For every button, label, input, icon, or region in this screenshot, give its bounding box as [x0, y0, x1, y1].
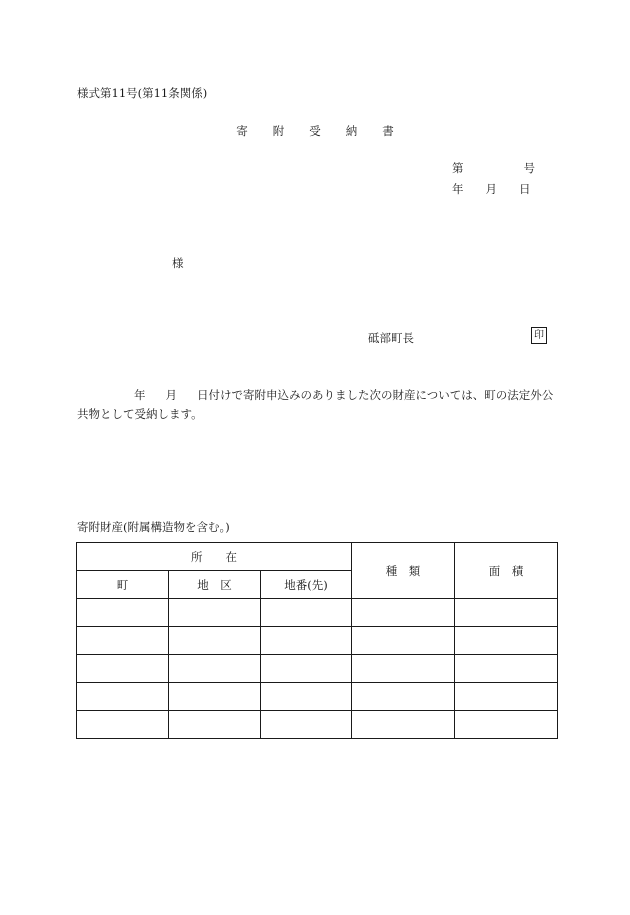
title-char: 受	[309, 124, 321, 138]
table-cell	[169, 711, 261, 739]
table-row	[77, 711, 558, 739]
table-cell	[77, 627, 169, 655]
type-header: 種 類	[352, 543, 455, 599]
body-text: 日付けで寄附申込みのありました次の財産については、町の法定外公共物として受納します。	[77, 388, 554, 421]
table-cell	[77, 711, 169, 739]
table-row	[77, 655, 558, 683]
body-month: 月	[165, 388, 177, 402]
recipient-suffix: 様	[172, 256, 184, 270]
issuer-name: 砥部町長	[368, 331, 414, 345]
location-header: 所 在	[77, 543, 352, 571]
table-row	[77, 599, 558, 627]
table-cell	[169, 599, 261, 627]
table-cell	[352, 599, 455, 627]
table-cell	[352, 627, 455, 655]
table-cell	[352, 711, 455, 739]
table-cell	[455, 655, 558, 683]
table-row	[77, 683, 558, 711]
table-cell	[261, 599, 352, 627]
town-header: 町	[77, 571, 169, 599]
table-cell	[455, 711, 558, 739]
body-year: 年	[134, 388, 146, 402]
table-cell	[455, 683, 558, 711]
title-char: 寄	[236, 124, 248, 138]
table-cell	[261, 711, 352, 739]
table-cell	[352, 655, 455, 683]
date-day: 日	[519, 182, 531, 196]
table-cell	[455, 627, 558, 655]
table-cell	[352, 683, 455, 711]
table-caption: 寄附財産(附属構造物を含む。)	[77, 520, 230, 534]
table-cell	[77, 683, 169, 711]
number-prefix: 第	[452, 161, 464, 175]
table-cell	[169, 683, 261, 711]
table-cell	[261, 627, 352, 655]
seal-mark: 印	[531, 327, 547, 344]
table-cell	[169, 627, 261, 655]
table-cell	[261, 683, 352, 711]
title-char: 納	[345, 124, 358, 138]
date-year: 年	[452, 182, 464, 196]
title-char: 附	[272, 124, 285, 138]
document-title	[0, 123, 630, 139]
lot-number-header: 地番(先)	[261, 571, 352, 599]
area-header: 面 積	[455, 543, 558, 599]
table-cell	[169, 655, 261, 683]
district-header: 地 区	[169, 571, 261, 599]
table-cell	[77, 655, 169, 683]
issue-date-line	[452, 181, 531, 197]
document-number-line	[452, 160, 535, 176]
table-cell	[77, 599, 169, 627]
property-table	[76, 542, 558, 739]
table-cell	[261, 655, 352, 683]
date-month: 月	[485, 182, 497, 196]
body-paragraph	[77, 386, 557, 424]
table-cell	[455, 599, 558, 627]
form-number: 様式第11号(第11条関係)	[77, 86, 208, 100]
title-char: 書	[382, 124, 394, 138]
table-row	[77, 627, 558, 655]
number-suffix: 号	[523, 161, 535, 175]
